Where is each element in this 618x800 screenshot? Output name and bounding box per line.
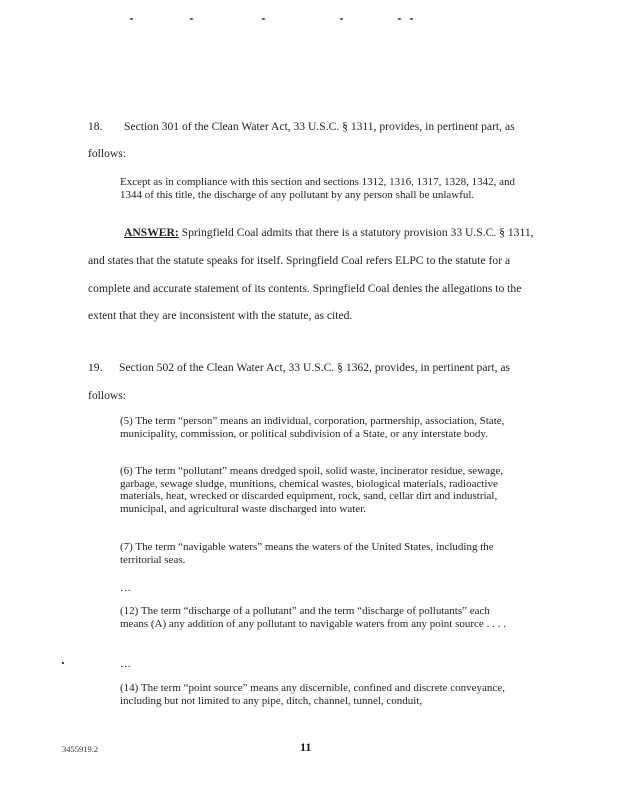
footer-document-id: 3455919.2: [62, 744, 99, 754]
definition-14: (14) The term “point source” means any discernible, confined and discrete conveyance, including but not limited to any pipe, ditch, channel, tunnel, conduit,: [120, 682, 505, 707]
answer-text: Springfield Coal admits that there is a statutory provision 33 U.S.C. § 1311,: [178, 226, 534, 239]
paragraph-18-answer-line4: extent that they are inconsistent with the statute, as cited.: [88, 309, 353, 322]
scan-speck: [410, 18, 413, 20]
scan-speck: [130, 18, 133, 20]
ellipsis-1: …: [120, 582, 131, 594]
paragraph-18-answer-line3: complete and accurate statement of its contents. Springfield Coal denies the allegations to the: [88, 282, 522, 295]
paragraph-19-intro-line2: follows:: [88, 389, 127, 402]
paragraph-18-intro-line1: Section 301 of the Clean Water Act, 33 U.S.C. § 1311, provides, in pertinent part, as: [124, 120, 515, 133]
paragraph-19-intro-line1: Section 502 of the Clean Water Act, 33 U.S.C. § 1362, provides, in pertinent part, as: [119, 361, 511, 374]
footer-page-number: 11: [300, 740, 312, 754]
scan-speck: [340, 18, 343, 20]
paragraph-18-number: 18.: [88, 120, 103, 133]
scan-speck: [262, 18, 265, 20]
definition-6: (6) The term “pollutant” means dredged spoil, solid waste, incinerator residue, sewage, garbage, sewage sludge, munitions, chemical wastes, biological materials, radioactive materials, heat, wrecked or discarded equipment, rock, sand, cellar dirt and industrial, municipal, and agricultural waste discharged into water.: [120, 465, 504, 515]
scan-speck: [398, 18, 401, 20]
answer-label: ANSWER:: [124, 226, 179, 239]
definition-5: (5) The term “person” means an individual, corporation, partnership, association, State, municipality, commission, or political subdivision of a State, or any interstate body.: [120, 415, 505, 440]
paragraph-18-answer-line2: and states that the statute speaks for itself. Springfield Coal refers ELPC to the statute for a: [88, 254, 511, 267]
definition-7: (7) The term “navigable waters” means the waters of the United States, including the territorial seas.: [120, 541, 494, 566]
paragraph-19-number: 19.: [88, 361, 103, 374]
scan-speck: [62, 662, 64, 664]
definition-12: (12) The term “discharge of a pollutant” and the term “discharge of pollutants” each means (A) any addition of any pollutant to navigable waters from any point source . . . .: [120, 605, 506, 630]
paragraph-18-answer-line1: [124, 226, 534, 240]
paragraph-18-quote: Except as in compliance with this section and sections 1312, 1316, 1317, 1328, 1342, and 1344 of this title, the discharge of any pollutant by any person shall be unlawful.: [120, 176, 516, 201]
ellipsis-2: …: [120, 658, 131, 670]
paragraph-18-intro-line2: follows:: [88, 147, 127, 160]
scan-speck: [190, 18, 193, 20]
